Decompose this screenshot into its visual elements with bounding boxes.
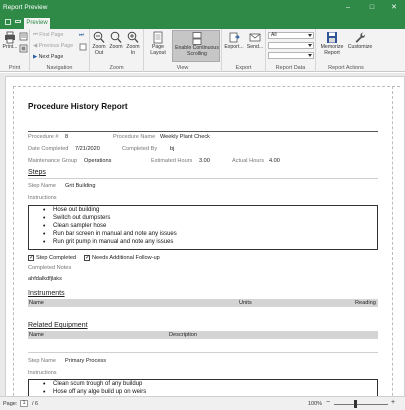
step-separator (28, 352, 378, 353)
title-bar (0, 0, 405, 16)
procedure-name-value: Weekly Plant Check (160, 134, 210, 140)
tab-preview[interactable]: Preview (24, 18, 50, 29)
report-actions-group-label: Report Actions (328, 65, 364, 71)
zoom-icon (110, 31, 122, 44)
print-group (0, 29, 30, 72)
page-number-input[interactable]: 1 (20, 400, 28, 407)
preview-canvas[interactable] (0, 73, 405, 396)
instruction-item: • Clean scum trough of any buildup (53, 381, 142, 387)
instructions-label: Instructions (28, 195, 57, 201)
maintenance-group-label: Maintenance Group (28, 158, 78, 164)
report-data-select-3[interactable] (268, 52, 314, 59)
continuous-scrolling-icon (191, 32, 203, 45)
page-total: / 6 (32, 401, 39, 407)
estimated-hours-value: 3.00 (199, 158, 210, 164)
navigation-group (30, 29, 90, 72)
export-group-label: Export (235, 65, 252, 71)
page-layout-button[interactable]: Page Layout (146, 31, 170, 57)
steps-heading: Steps (28, 169, 46, 176)
zoom-plus-button[interactable]: + (391, 399, 396, 406)
report-data-filter-select[interactable]: All (268, 32, 314, 39)
previous-page-icon: ◀ (33, 43, 38, 49)
ribbon-tab-row (0, 16, 405, 29)
instruments-col-units: Units (239, 300, 252, 306)
print-group-label: Print (8, 65, 21, 71)
step-name-label: Step Name (28, 183, 56, 189)
equipment-col-name: Name (29, 332, 44, 338)
report-data-group (266, 29, 316, 72)
export-icon (228, 31, 240, 44)
zoom-slider-thumb[interactable] (354, 400, 357, 408)
zoom-out-icon (93, 31, 105, 44)
customize-button[interactable]: Customize (346, 31, 374, 51)
zoom-level: 100% (308, 401, 323, 407)
equipment-table-header (28, 331, 378, 339)
actual-hours-value: 4.00 (269, 158, 280, 164)
maximize-button[interactable]: □ (369, 4, 375, 11)
zoom-group-label: Zoom (109, 65, 124, 71)
report-actions-group (316, 29, 376, 72)
nav-options-icon[interactable] (79, 43, 87, 53)
report-page (5, 76, 405, 396)
completed-notes-value: ahfdalkdfjlaks (28, 276, 62, 282)
zoom-slider[interactable] (334, 404, 388, 405)
step-name-value: Grit Building (65, 183, 96, 189)
zoom-in-button[interactable]: Zoom In (125, 31, 141, 57)
related-equipment-heading: Related Equipment (28, 322, 88, 329)
next-page-button[interactable]: ▶ Next Page (33, 54, 64, 60)
export-button[interactable]: Export... (224, 31, 244, 51)
zoom-out-button[interactable]: Zoom Out (91, 31, 107, 57)
instructions-box (28, 205, 378, 250)
print-options-icon[interactable] (19, 32, 28, 43)
completed-by-label: Completed By (122, 146, 158, 152)
equipment-col-description: Description (169, 332, 197, 338)
status-bar (0, 396, 405, 410)
minimize-button[interactable]: – (346, 4, 350, 11)
printer-icon (4, 31, 16, 44)
instruments-col-reading: Reading (355, 300, 376, 306)
procedure-number-value: 8 (65, 134, 69, 140)
zoom-in-icon (127, 31, 139, 44)
instructions-box (28, 379, 378, 396)
instructions-label: Instructions (28, 370, 57, 376)
page-margin-right (392, 86, 393, 396)
previous-page-button[interactable]: ◀ Previous Page (33, 43, 74, 49)
step-completed-label: Step Completed (36, 255, 77, 261)
step-name-value: Primary Process (65, 358, 107, 364)
instruments-table-header (28, 299, 378, 307)
title-rule (28, 131, 378, 132)
quick-access-menu-icon[interactable] (13, 17, 23, 27)
report-data-group-label: Report Data (275, 65, 306, 71)
first-page-button[interactable]: ⏮ First Page (33, 32, 64, 38)
view-group (144, 29, 222, 72)
last-page-icon: ⏭ (79, 32, 84, 38)
report-data-select-2[interactable] (268, 42, 314, 49)
completed-by-value: bj (170, 146, 175, 152)
export-group (222, 29, 266, 72)
needs-followup-label: Needs Additional Follow-up (92, 255, 160, 261)
instruction-item: • Switch out dumpsters (53, 215, 110, 221)
needs-followup-checkbox: ✓ (85, 255, 91, 261)
instruction-item: • Clean sampler hose (53, 223, 106, 229)
procedure-name-label: Procedure Name (113, 134, 156, 140)
date-completed-label: Date Completed (28, 146, 69, 152)
instruction-item: • Hose off any alge build up on weirs (53, 389, 146, 395)
actual-hours-label: Actual Hours (232, 158, 265, 164)
completed-notes-label: Completed Notes (28, 265, 72, 271)
instruments-heading: Instruments (28, 290, 65, 297)
page-layout-icon (152, 31, 164, 44)
zoom-button[interactable]: Zoom (108, 31, 124, 51)
close-button[interactable]: ✕ (391, 4, 397, 11)
zoom-group (90, 29, 144, 72)
maintenance-group-value: Operations (84, 158, 112, 164)
page-margin-top (13, 86, 400, 87)
page-margin-left (13, 86, 14, 396)
instruction-item: • Run bar screen in manual and note any issues (53, 231, 177, 237)
navigation-group-label: Navigation (46, 65, 73, 71)
view-group-label: View (176, 65, 189, 71)
estimated-hours-label: Estimated Hours (151, 158, 193, 164)
page-setup-icon[interactable] (19, 44, 28, 55)
continuous-scrolling-toggle[interactable]: Enable Continuous Scrolling (172, 30, 220, 62)
send-button[interactable]: Send... (245, 31, 265, 51)
memorize-report-button[interactable]: Memorize Report (318, 31, 346, 57)
first-page-icon: ⏮ (33, 32, 38, 38)
step-name-label: Step Name (28, 358, 56, 364)
procedure-number-label: Procedure # (28, 134, 59, 140)
instruments-col-name: Name (29, 300, 44, 306)
instruction-item: • Hose out building (53, 207, 99, 213)
report-title: Procedure History Report (28, 102, 128, 111)
print-button[interactable]: Print... (2, 31, 18, 51)
envelope-icon (249, 31, 261, 44)
save-icon[interactable] (3, 17, 13, 27)
next-page-icon: ▶ (33, 54, 38, 60)
step-completed-checkbox: ✓ (29, 255, 35, 261)
wrench-icon (354, 31, 366, 44)
last-page-button[interactable] (79, 32, 84, 39)
zoom-minus-button[interactable]: − (326, 399, 331, 406)
floppy-disk-icon (326, 31, 338, 44)
ribbon (0, 29, 405, 72)
date-completed-value: 7/21/2020 (75, 146, 100, 152)
window-title: Report Preview (3, 4, 48, 11)
instruction-item: • Run grit pump in manual and note any issues (53, 239, 173, 245)
steps-rule (28, 178, 378, 179)
page-label: Page: (3, 401, 18, 407)
